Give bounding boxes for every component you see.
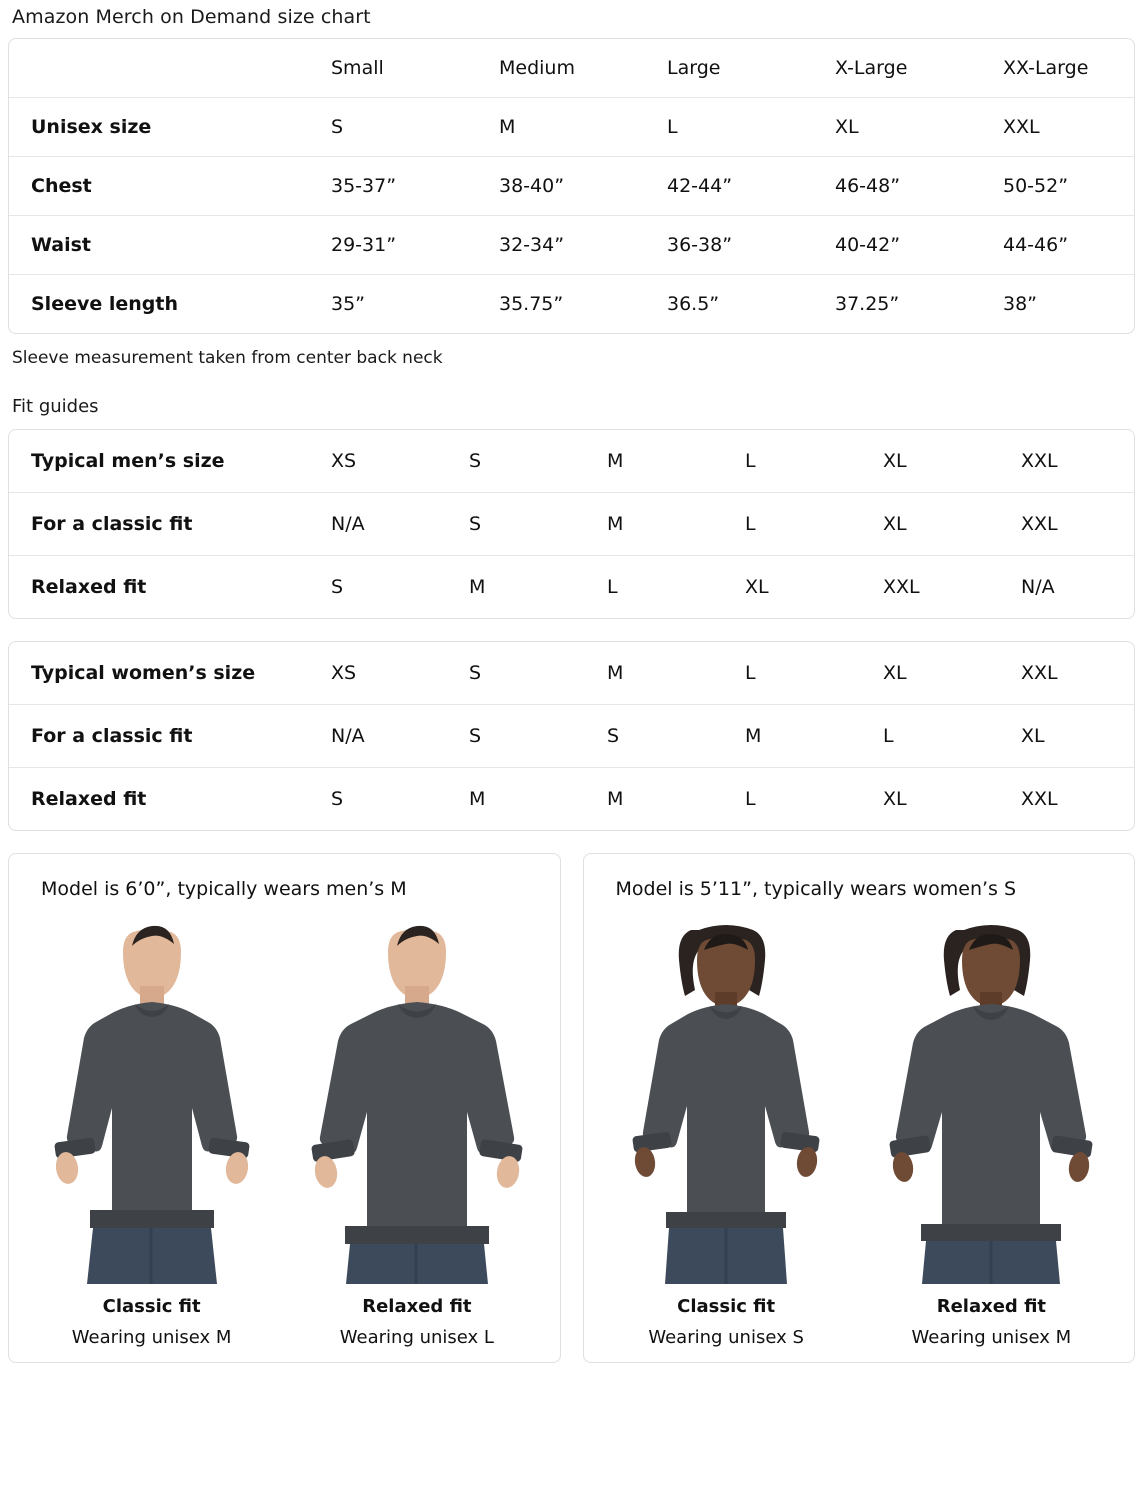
cell: M bbox=[585, 768, 723, 831]
womens-classic-figure bbox=[594, 924, 859, 1284]
row-label-typical-mens-size: Typical men’s size bbox=[31, 450, 225, 472]
cell: XXL bbox=[999, 768, 1135, 831]
mens-fit-table-card bbox=[8, 429, 1135, 619]
col-head-large: Large bbox=[667, 57, 721, 79]
mens-figures bbox=[19, 912, 550, 1284]
cell: XL bbox=[999, 705, 1135, 768]
table-row bbox=[9, 157, 1135, 216]
size-table bbox=[9, 39, 1135, 333]
cell: 35.75” bbox=[477, 275, 645, 334]
cell: M bbox=[607, 662, 624, 684]
cell: S bbox=[447, 493, 585, 556]
row-label-waist: Waist bbox=[9, 216, 309, 275]
womens-relaxed-label bbox=[859, 1284, 1124, 1348]
womens-fit-table-card bbox=[8, 641, 1135, 831]
womens-relaxed-figure bbox=[859, 924, 1124, 1284]
model-cards-row bbox=[8, 853, 1135, 1363]
row-label-womens-relaxed-fit: Relaxed fit bbox=[9, 768, 309, 831]
row-label-unisex-size: Unisex size bbox=[9, 98, 309, 157]
cell: 29-31” bbox=[309, 216, 477, 275]
table-row bbox=[9, 275, 1135, 334]
fit-name: Relaxed fit bbox=[362, 1296, 472, 1317]
cell: L bbox=[723, 768, 861, 831]
womens-model-caption: Model is 5’11”, typically wears women’s S bbox=[615, 878, 1017, 900]
cell: 32-34” bbox=[477, 216, 645, 275]
cell: 35-37” bbox=[309, 157, 477, 216]
table-row bbox=[9, 642, 1135, 705]
size-table-card bbox=[8, 38, 1135, 334]
cell: 37.25” bbox=[813, 275, 981, 334]
womens-figures bbox=[594, 912, 1125, 1284]
womens-fit-table bbox=[9, 642, 1135, 830]
cell: S bbox=[309, 556, 447, 619]
cell: M bbox=[585, 493, 723, 556]
wearing-size: Wearing unisex L bbox=[339, 1327, 494, 1348]
cell: S bbox=[309, 98, 477, 157]
wearing-size: Wearing unisex M bbox=[71, 1327, 232, 1348]
col-head-blank bbox=[9, 39, 309, 98]
cell: XL bbox=[723, 556, 861, 619]
cell: XXL bbox=[999, 493, 1135, 556]
mens-model-caption: Model is 6’0”, typically wears men’s M bbox=[41, 878, 407, 900]
fit-name: Classic fit bbox=[102, 1296, 201, 1317]
row-label-mens-classic-fit: For a classic fit bbox=[9, 493, 309, 556]
wearing-size: Wearing unisex S bbox=[648, 1327, 804, 1348]
cell: XL bbox=[861, 493, 999, 556]
table-row bbox=[9, 705, 1135, 768]
row-label-chest: Chest bbox=[9, 157, 309, 216]
cell: M bbox=[447, 556, 585, 619]
cell: 42-44” bbox=[645, 157, 813, 216]
table-row bbox=[9, 556, 1135, 619]
cell: L bbox=[745, 450, 756, 472]
cell: XL bbox=[883, 662, 907, 684]
cell: XXL bbox=[981, 98, 1135, 157]
table-row bbox=[9, 216, 1135, 275]
table-row bbox=[9, 98, 1135, 157]
cell: XS bbox=[331, 450, 357, 472]
fit-name: Relaxed fit bbox=[936, 1296, 1047, 1317]
cell: XL bbox=[883, 450, 907, 472]
table-row bbox=[9, 493, 1135, 556]
cell: 40-42” bbox=[813, 216, 981, 275]
cell: L bbox=[645, 98, 813, 157]
fit-name: Classic fit bbox=[677, 1296, 776, 1317]
cell: M bbox=[477, 98, 645, 157]
table-row bbox=[9, 768, 1135, 831]
cell: 35” bbox=[309, 275, 477, 334]
cell: M bbox=[723, 705, 861, 768]
mens-classic-figure bbox=[19, 924, 284, 1284]
row-label-sleeve-length: Sleeve length bbox=[9, 275, 309, 334]
cell: L bbox=[585, 556, 723, 619]
mens-model-card bbox=[8, 853, 561, 1363]
cell: 44-46” bbox=[981, 216, 1135, 275]
cell: 38” bbox=[981, 275, 1135, 334]
womens-classic-label bbox=[594, 1284, 859, 1348]
row-label-womens-classic-fit: For a classic fit bbox=[9, 705, 309, 768]
page-title: Amazon Merch on Demand size chart bbox=[12, 6, 371, 28]
cell: XS bbox=[331, 662, 357, 684]
cell: 36-38” bbox=[645, 216, 813, 275]
cell: S bbox=[447, 705, 585, 768]
mens-relaxed-figure bbox=[284, 924, 549, 1284]
cell: 46-48” bbox=[813, 157, 981, 216]
col-head-xxlarge: XX-Large bbox=[1003, 57, 1089, 79]
male-model-classic-icon bbox=[37, 924, 267, 1284]
wearing-size: Wearing unisex M bbox=[911, 1327, 1072, 1348]
mens-classic-label bbox=[19, 1284, 284, 1348]
mens-figure-labels bbox=[19, 1284, 550, 1348]
female-model-classic-icon bbox=[611, 924, 841, 1284]
womens-figure-labels bbox=[594, 1284, 1125, 1348]
cell: N/A bbox=[309, 705, 447, 768]
cell: S bbox=[585, 705, 723, 768]
cell: XXL bbox=[1021, 450, 1058, 472]
cell: L bbox=[861, 705, 999, 768]
col-head-xlarge: X-Large bbox=[835, 57, 908, 79]
cell: S bbox=[469, 450, 482, 472]
fit-guides-label: Fit guides bbox=[12, 396, 99, 417]
cell: 36.5” bbox=[645, 275, 813, 334]
cell: N/A bbox=[309, 493, 447, 556]
female-model-relaxed-icon bbox=[876, 924, 1106, 1284]
cell: S bbox=[469, 662, 482, 684]
cell: XXL bbox=[861, 556, 999, 619]
cell: M bbox=[447, 768, 585, 831]
sleeve-note: Sleeve measurement taken from center back neck bbox=[12, 348, 443, 368]
col-head-medium: Medium bbox=[499, 57, 575, 79]
table-row bbox=[9, 430, 1135, 493]
womens-model-card bbox=[583, 853, 1136, 1363]
cell: 38-40” bbox=[477, 157, 645, 216]
row-label-typical-womens-size: Typical women’s size bbox=[31, 662, 256, 684]
cell: XXL bbox=[1021, 662, 1058, 684]
col-head-small: Small bbox=[331, 57, 384, 79]
mens-fit-table bbox=[9, 430, 1135, 618]
cell: 50-52” bbox=[981, 157, 1135, 216]
cell: S bbox=[309, 768, 447, 831]
cell: XL bbox=[813, 98, 981, 157]
male-model-relaxed-icon bbox=[302, 924, 532, 1284]
cell: N/A bbox=[999, 556, 1135, 619]
mens-relaxed-label bbox=[284, 1284, 549, 1348]
row-label-mens-relaxed-fit: Relaxed fit bbox=[9, 556, 309, 619]
cell: XL bbox=[861, 768, 999, 831]
cell: L bbox=[723, 493, 861, 556]
table-header-row bbox=[9, 39, 1135, 98]
cell: M bbox=[607, 450, 624, 472]
cell: L bbox=[745, 662, 756, 684]
